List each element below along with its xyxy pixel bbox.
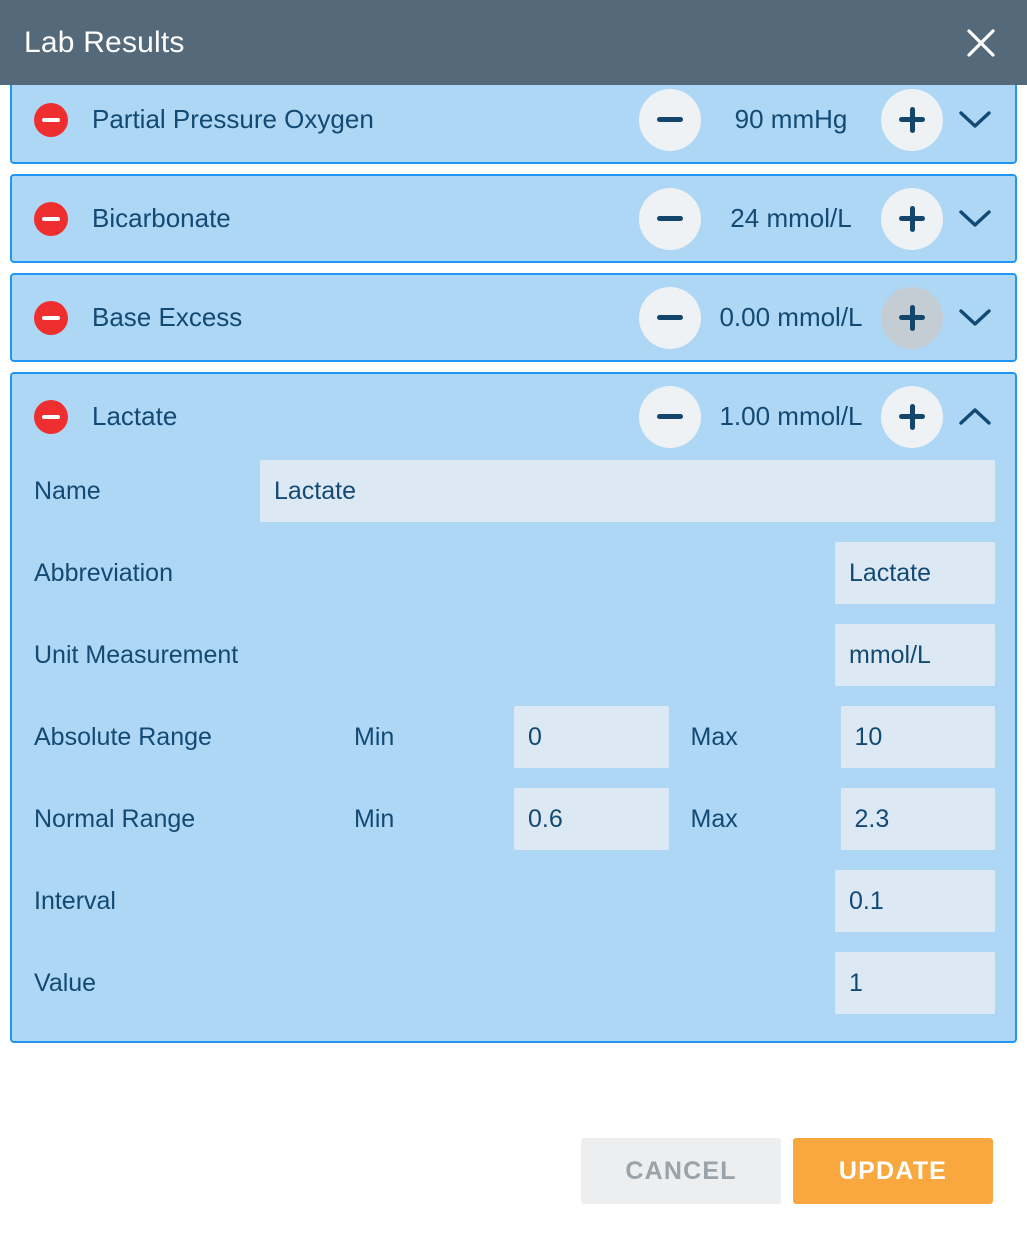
min-label: Min [354,722,395,751]
decrement-button[interactable] [639,188,701,250]
detail-row-absolute-range [34,705,995,769]
remove-icon[interactable] [34,202,68,236]
field-label-normal-range: Normal Range [34,804,196,833]
chevron-down-icon[interactable] [949,193,1001,245]
chevron-down-icon[interactable] [949,292,1001,344]
value-stepper [639,89,943,151]
decrement-button[interactable] [639,287,701,349]
row-header[interactable] [12,374,1015,459]
chevron-down-icon[interactable] [949,94,1001,146]
lactate-detail-panel [12,459,1015,1041]
dialog-header [0,0,1027,85]
interval-input[interactable]: 0.1 [835,870,995,932]
name-input[interactable]: Lactate [260,460,995,522]
field-label-unit-measurement: Unit Measurement [34,640,239,669]
value-stepper [639,188,943,250]
field-label-name: Name [34,476,101,505]
normal-min-input[interactable]: 0.6 [514,788,669,850]
lab-row-label: Bicarbonate [92,203,231,233]
remove-icon[interactable] [34,301,68,335]
increment-button[interactable] [881,287,943,349]
value-stepper [639,287,943,349]
max-label: Max [690,722,738,751]
value-stepper [639,386,943,448]
max-label: Max [690,804,738,833]
detail-row-value [34,951,995,1015]
page-title: Lab Results [24,25,185,59]
lab-value: 0.00 mmol/L [719,302,863,332]
lab-row-label: Base Excess [92,302,243,332]
normal-max-input[interactable]: 2.3 [841,788,996,850]
detail-row-normal-range [34,787,995,851]
row-header[interactable] [12,176,1015,261]
decrement-button[interactable] [639,386,701,448]
row-header[interactable] [12,85,1015,162]
value-input[interactable]: 1 [835,952,995,1014]
detail-row-interval [34,869,995,933]
cancel-button[interactable]: CANCEL [581,1138,781,1204]
field-label-absolute-range: Absolute Range [34,722,212,751]
field-label-value: Value [34,968,97,997]
abbreviation-input[interactable]: Lactate [835,542,995,604]
dialog-footer [0,1103,1027,1239]
close-icon[interactable] [959,21,1003,65]
min-label: Min [354,804,395,833]
lab-row-bicarbonate [10,174,1017,263]
lab-row-label: Lactate [92,401,178,431]
update-button[interactable]: UPDATE [793,1138,993,1204]
unit-measurement-input[interactable]: mmol/L [835,624,995,686]
lab-value: 1.00 mmol/L [719,401,863,431]
field-label-abbreviation: Abbreviation [34,558,173,587]
detail-row-abbreviation [34,541,995,605]
remove-icon[interactable] [34,400,68,434]
lab-row-lactate [10,372,1017,1043]
increment-button[interactable] [881,386,943,448]
lab-value: 90 mmHg [734,104,848,134]
detail-row-unit-measurement [34,623,995,687]
lab-row-partial-pressure-oxygen [10,85,1017,164]
absolute-max-input[interactable]: 10 [841,706,996,768]
lab-results-list [0,85,1027,1103]
detail-row-name [34,459,995,523]
remove-icon[interactable] [34,103,68,137]
row-header[interactable] [12,275,1015,360]
lab-row-label: Partial Pressure Oxygen [92,104,374,134]
absolute-min-input[interactable]: 0 [514,706,669,768]
increment-button[interactable] [881,89,943,151]
chevron-up-icon[interactable] [949,391,1001,443]
lab-row-base-excess [10,273,1017,362]
increment-button[interactable] [881,188,943,250]
lab-value: 24 mmol/L [730,203,852,233]
field-label-interval: Interval [34,886,116,915]
decrement-button[interactable] [639,89,701,151]
